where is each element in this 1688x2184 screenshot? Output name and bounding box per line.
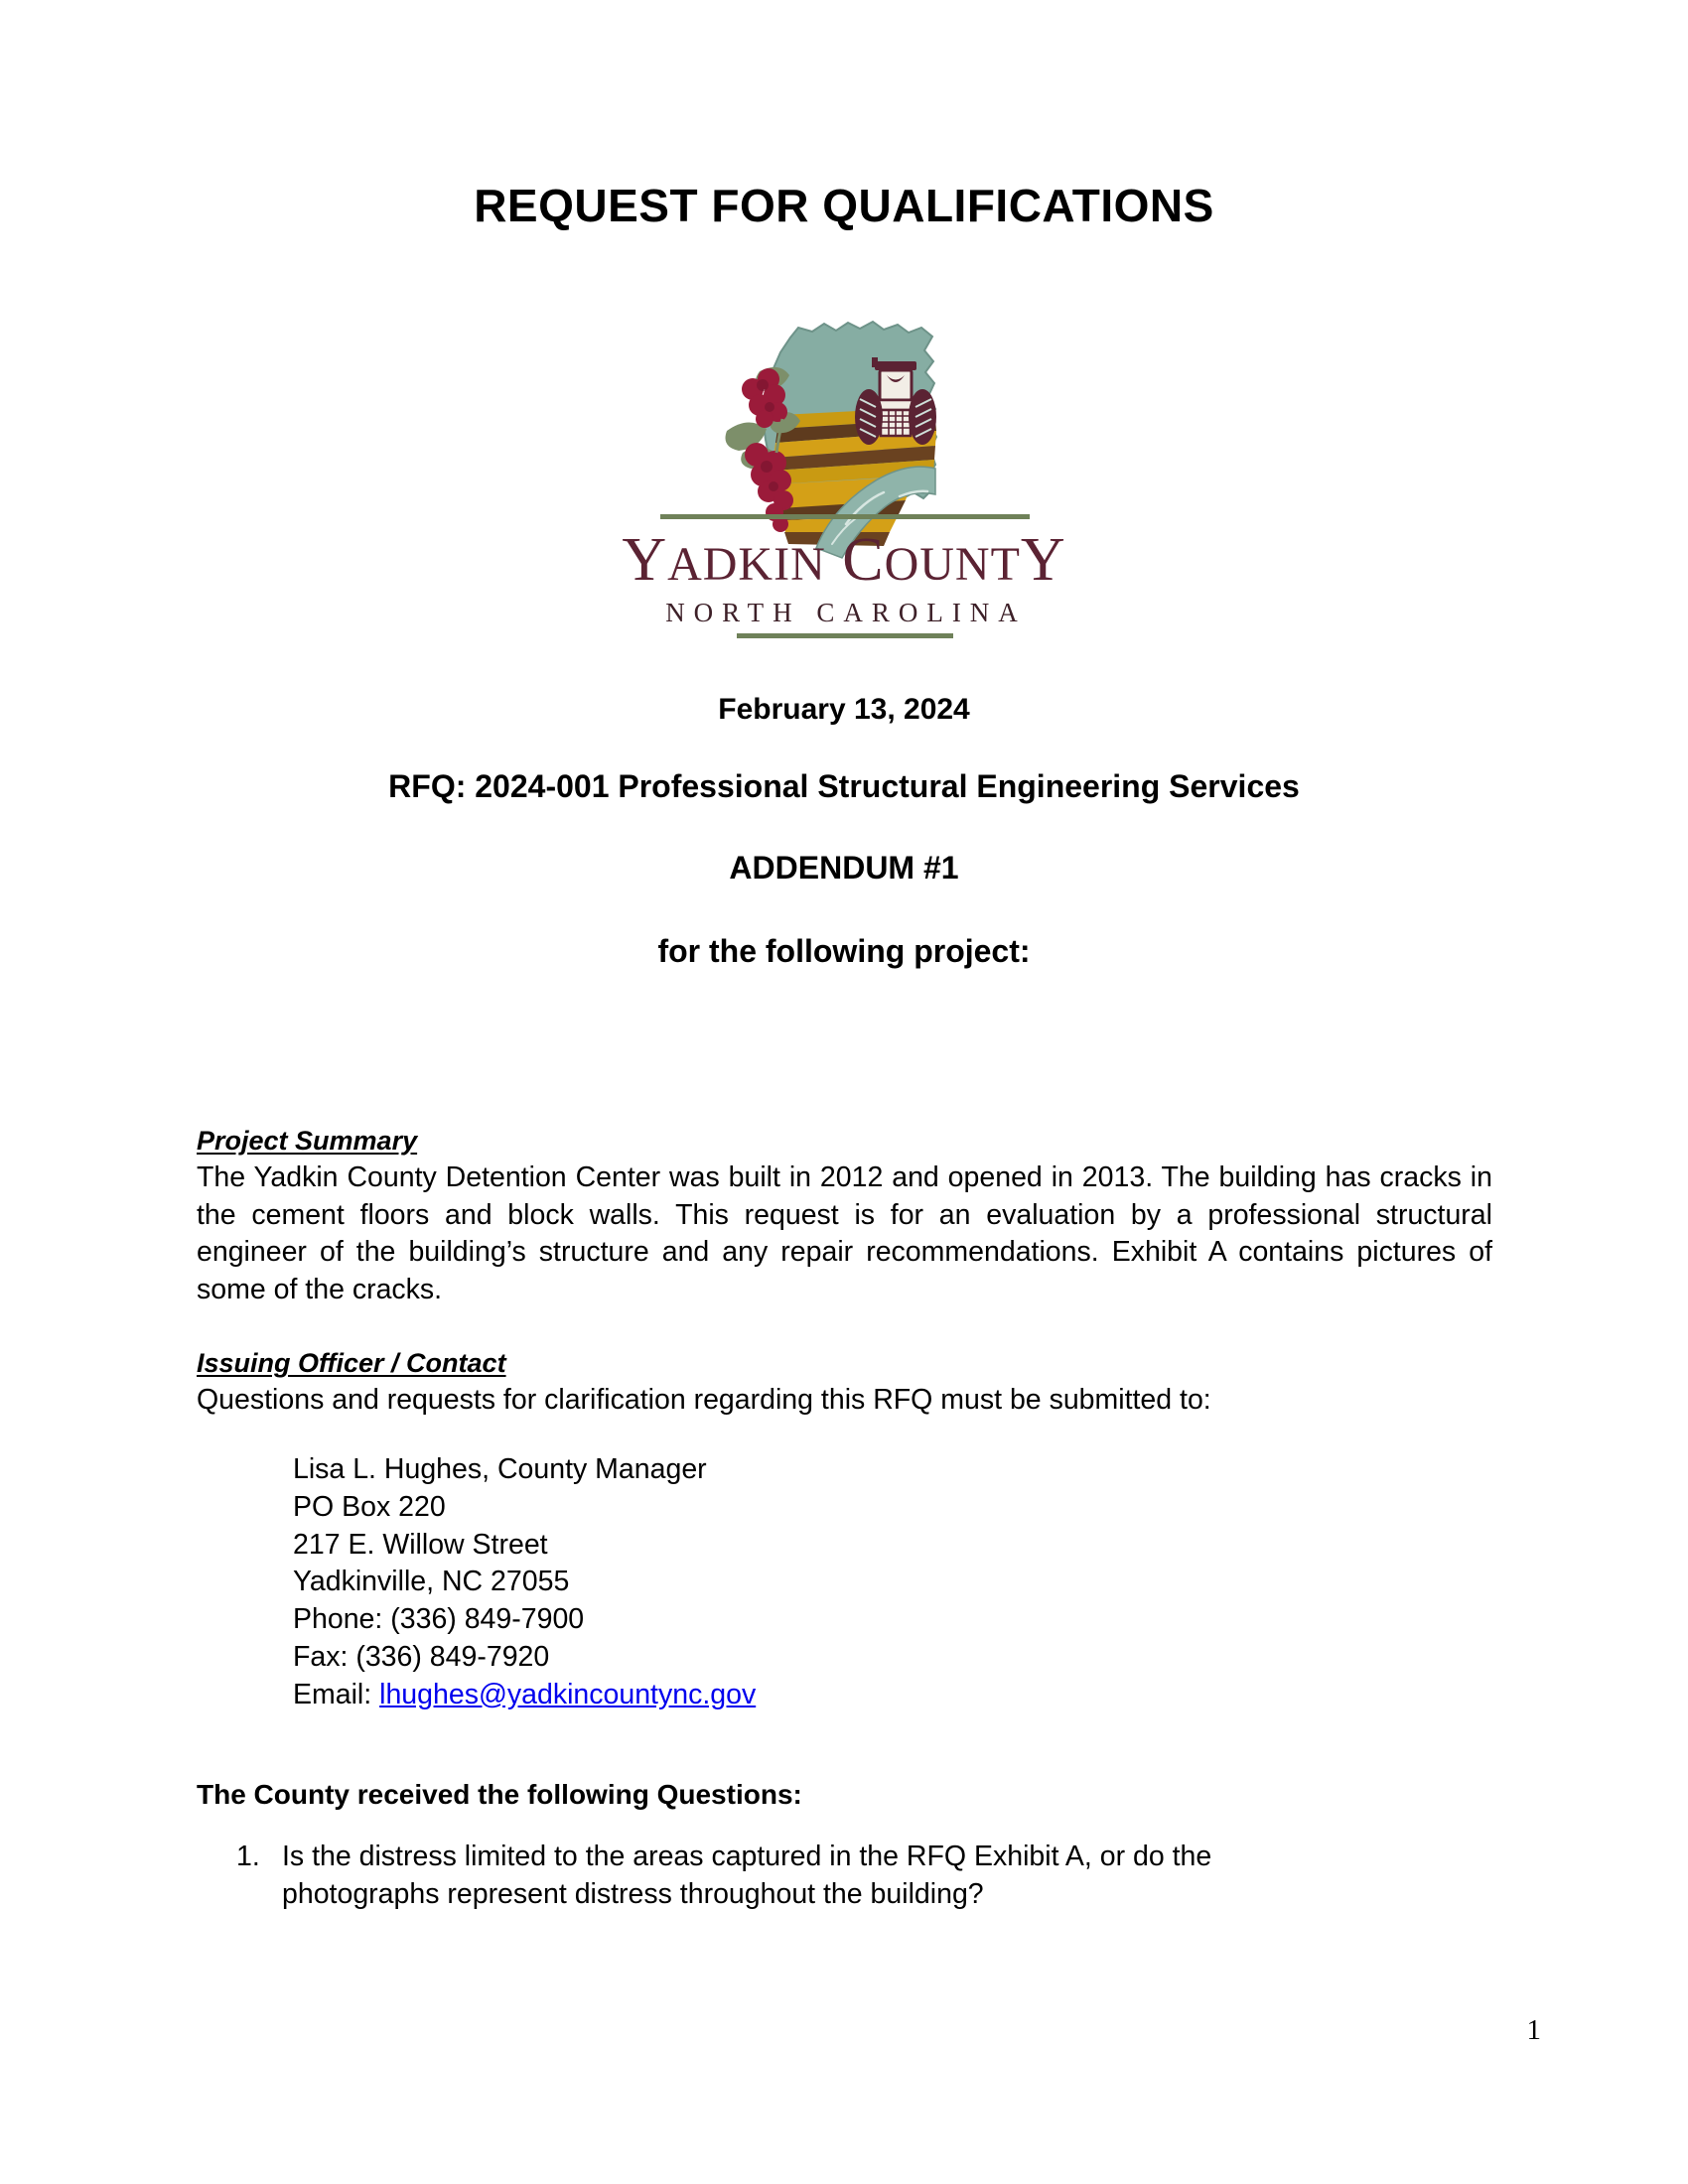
- contact-city-state-zip: Yadkinville, NC 27055: [293, 1566, 570, 1598]
- questions-heading: The County received the following Questions:: [197, 1779, 802, 1811]
- issuing-officer-intro: Questions and requests for clarification regarding this RFQ must be submitted to:: [197, 1384, 1211, 1417]
- contact-email-link[interactable]: lhughes@yadkincountync.gov: [379, 1678, 757, 1710]
- contact-street: 217 E. Willow Street: [293, 1528, 548, 1561]
- yadkin-county-logo: [586, 320, 1102, 655]
- logo-container: [0, 320, 1688, 655]
- project-summary-section: [197, 1126, 1492, 1159]
- addendum-line: ADDENDUM #1: [729, 850, 959, 886]
- contact-fax: Fax: (336) 849-7920: [293, 1640, 550, 1673]
- logo-artwork: [586, 320, 1102, 655]
- question-number: 1.: [236, 1841, 260, 1873]
- issuing-officer-section: [197, 1348, 1492, 1381]
- contact-phone: Phone: (336) 849-7900: [293, 1603, 585, 1636]
- rfq-subject-line: RFQ: 2024-001 Professional Structural Engineering Services: [388, 768, 1300, 804]
- heading-block: [0, 695, 1688, 967]
- logo-county-text: YADKIN COUNTY: [622, 526, 1066, 594]
- page-title: REQUEST FOR QUALIFICATIONS: [474, 180, 1214, 231]
- project-summary-paragraph: The Yadkin County Detention Center was built in 2012 and opened in 2013. The building has cracks in the cement floors and block walls. This request is for an evaluation by a professional structural engineer of the building’s structure and any repair recommendations. Exhibit A contains pictures of some of the cracks.: [197, 1161, 1492, 1305]
- page-number: 1: [1526, 2014, 1541, 2046]
- document-body: [197, 1126, 1492, 1914]
- list-item: [236, 1839, 1492, 1913]
- logo-top-rule: [660, 514, 1030, 519]
- contact-address-block: [293, 1451, 1492, 1713]
- document-date: February 13, 2024: [718, 693, 970, 726]
- issuing-officer-heading: Issuing Officer / Contact: [197, 1348, 506, 1379]
- project-summary-heading: Project Summary: [197, 1126, 418, 1156]
- contact-email-label: Email:: [293, 1678, 380, 1710]
- question-text: Is the distress limited to the areas captured in the RFQ Exhibit A, or do the photographs represent distress throughout the building?: [282, 1841, 1212, 1910]
- contact-name-title: Lisa L. Hughes, County Manager: [293, 1453, 707, 1486]
- contact-po-box: PO Box 220: [293, 1490, 446, 1523]
- questions-list: [197, 1839, 1492, 1913]
- for-project-line: for the following project:: [657, 933, 1031, 969]
- logo-state-text: NORTH CAROLINA: [665, 598, 1027, 627]
- contact-email-row: [293, 1677, 1492, 1714]
- logo-bottom-rule: [737, 633, 953, 638]
